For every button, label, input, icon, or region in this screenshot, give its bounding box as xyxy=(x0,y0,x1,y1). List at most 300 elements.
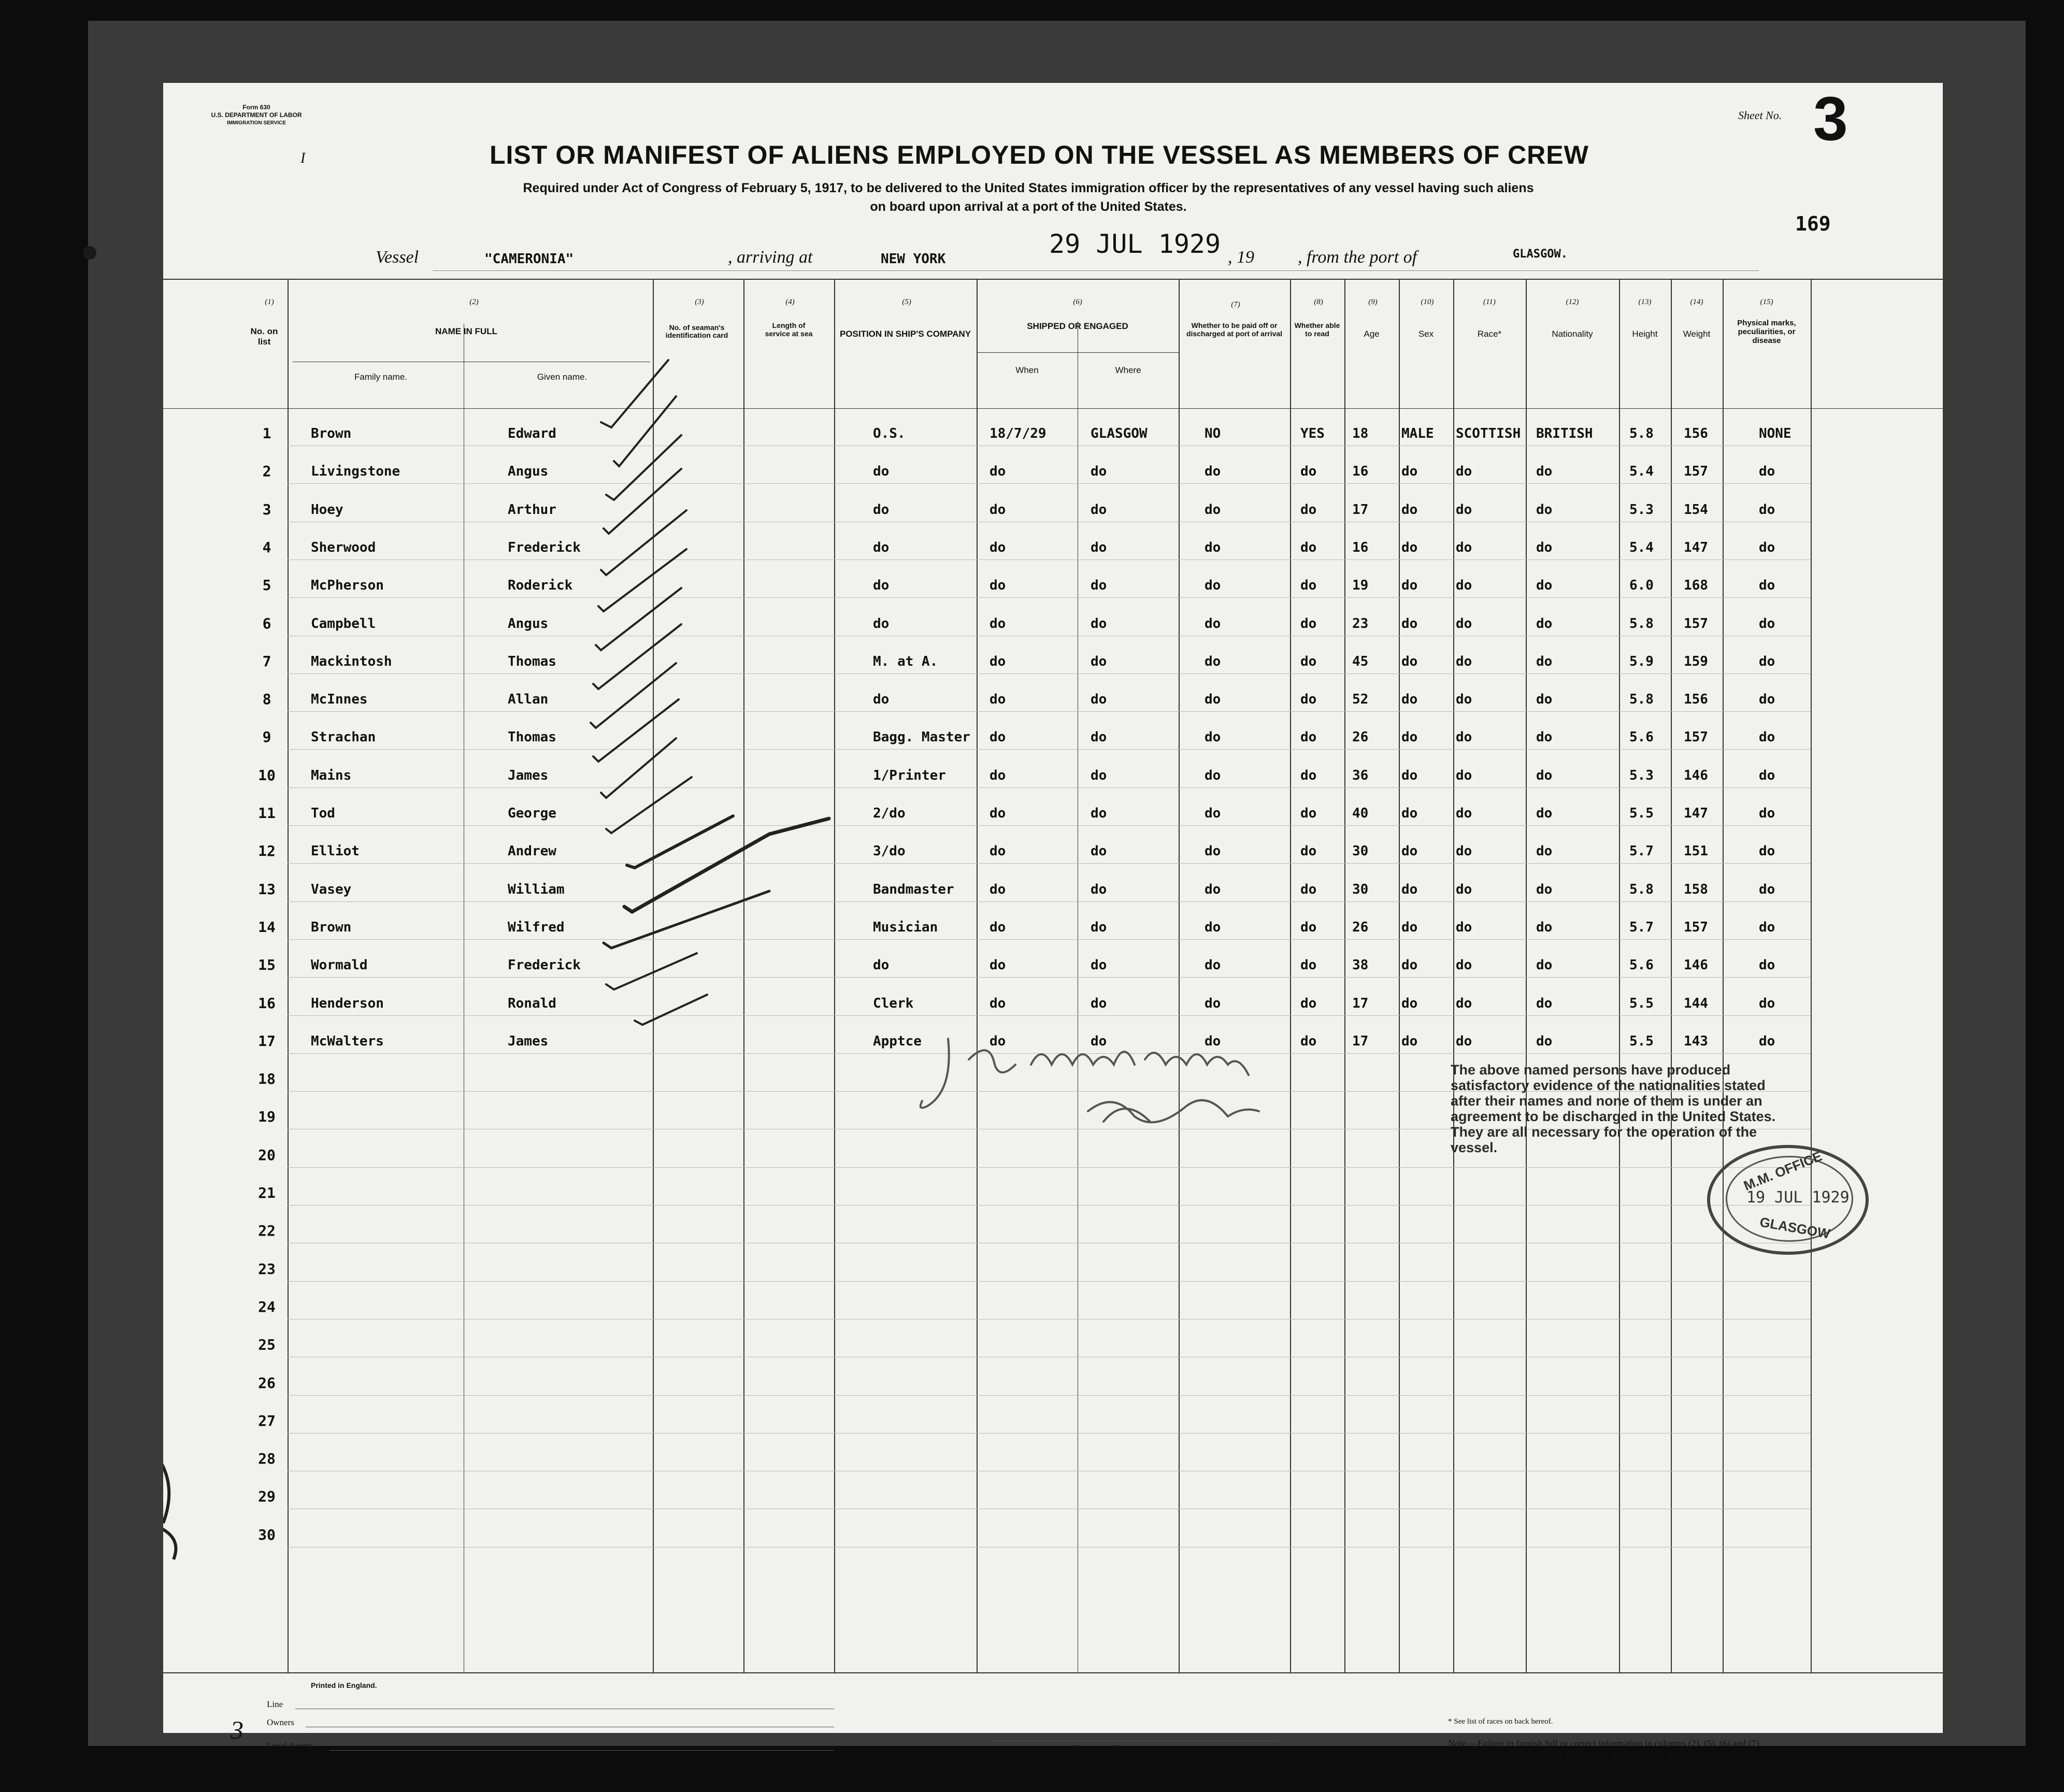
given-name-cell: Roderick xyxy=(508,578,573,593)
sex-cell: do xyxy=(1401,692,1418,707)
position-cell: 2/do xyxy=(873,806,906,821)
paid-off-cell: do xyxy=(1205,692,1221,707)
position-cell: do xyxy=(873,502,890,518)
family-name-cell: Hoey xyxy=(311,502,343,518)
subtitle-line-1: Required under Act of Congress of February 5, 1917, to be delivered to the United States immigration officer by the representatives of any vessel having such aliens xyxy=(523,181,1534,195)
given-name-cell: Wilfred xyxy=(508,920,565,935)
family-name-cell: Wormald xyxy=(311,957,368,973)
height-cell: 5.6 xyxy=(1629,729,1654,745)
race-cell: do xyxy=(1456,692,1472,707)
age-cell: 23 xyxy=(1352,616,1369,632)
position-cell: 3/do xyxy=(873,843,906,859)
paid-off-cell: do xyxy=(1205,843,1221,859)
col-number: (9) xyxy=(1368,298,1378,306)
penalty-note-line-1: Note.—Failure to furnish full or correct information in columns (2), (5), (6) and (7) xyxy=(1448,1738,1759,1748)
able-to-read-cell: do xyxy=(1300,843,1317,859)
sex-cell: do xyxy=(1401,616,1418,632)
col-number: (13) xyxy=(1638,298,1652,306)
shipped-when-cell: do xyxy=(990,996,1006,1011)
row-number: 27 xyxy=(258,1412,276,1429)
able-to-read-cell: do xyxy=(1300,729,1317,745)
nationality-cell: do xyxy=(1536,996,1553,1011)
row-number: 22 xyxy=(258,1222,276,1239)
weight-cell: 146 xyxy=(1684,957,1708,973)
able-to-read-cell: do xyxy=(1300,616,1317,632)
sex-cell: MALE xyxy=(1401,426,1434,441)
row-number: 14 xyxy=(258,919,276,936)
row-number: 19 xyxy=(258,1108,276,1125)
header-given-name: Given name. xyxy=(537,372,587,382)
race-cell: do xyxy=(1456,806,1472,821)
paid-off-cell: do xyxy=(1205,996,1221,1011)
given-name-cell: Thomas xyxy=(508,654,556,669)
paid-off-cell: do xyxy=(1205,920,1221,935)
paid-off-cell: do xyxy=(1205,654,1221,669)
header-race: Race* xyxy=(1477,329,1502,339)
shipped-when-cell: do xyxy=(990,882,1006,897)
shipped-where-cell: do xyxy=(1091,464,1107,479)
weight-cell: 168 xyxy=(1684,578,1708,593)
row-number: 15 xyxy=(258,956,276,973)
weight-cell: 156 xyxy=(1684,426,1708,441)
physical-marks-cell: do xyxy=(1759,692,1775,707)
able-to-read-cell: do xyxy=(1300,882,1317,897)
nationality-cell: do xyxy=(1536,578,1553,593)
physical-marks-cell: do xyxy=(1759,464,1775,479)
row-number: 28 xyxy=(258,1450,276,1467)
local-agents-label: Local Agents xyxy=(267,1741,314,1751)
able-to-read-cell: do xyxy=(1300,502,1317,518)
row-number: 1 xyxy=(262,425,271,442)
shipped-when-cell: do xyxy=(990,1034,1006,1049)
able-to-read-cell: do xyxy=(1300,768,1317,783)
weight-cell: 159 xyxy=(1684,654,1708,669)
sex-cell: do xyxy=(1401,1034,1418,1049)
service-name: IMMIGRATION SERVICE xyxy=(226,120,286,126)
weight-cell: 158 xyxy=(1684,882,1708,897)
handwritten-check-marks xyxy=(163,83,1943,1733)
weight-cell: 146 xyxy=(1684,768,1708,783)
height-cell: 5.8 xyxy=(1629,882,1654,897)
physical-marks-cell: do xyxy=(1759,920,1775,935)
position-cell: do xyxy=(873,578,890,593)
race-footnote: * See list of races on back hereof. xyxy=(1448,1717,1553,1726)
given-name-cell: James xyxy=(508,768,549,783)
paid-off-cell: do xyxy=(1205,768,1221,783)
row-number: 20 xyxy=(258,1146,276,1164)
family-name-cell: Henderson xyxy=(311,996,384,1011)
physical-marks-cell: do xyxy=(1759,768,1775,783)
able-to-read-cell: do xyxy=(1300,464,1317,479)
weight-cell: 151 xyxy=(1684,843,1708,859)
shipped-when-cell: do xyxy=(990,616,1006,632)
sex-cell: do xyxy=(1401,578,1418,593)
height-cell: 5.7 xyxy=(1629,843,1654,859)
position-cell: do xyxy=(873,957,890,973)
able-to-read-cell: do xyxy=(1300,692,1317,707)
shipped-where-cell: do xyxy=(1091,806,1107,821)
nationality-cell: do xyxy=(1536,957,1553,973)
race-cell: do xyxy=(1456,464,1472,479)
given-name-cell: Angus xyxy=(508,616,549,632)
able-to-read-cell: do xyxy=(1300,996,1317,1011)
physical-marks-cell: do xyxy=(1759,502,1775,518)
sex-cell: do xyxy=(1401,996,1418,1011)
vessel-label: Vessel xyxy=(376,248,419,267)
able-to-read-cell: do xyxy=(1300,578,1317,593)
race-cell: do xyxy=(1456,654,1472,669)
page-number: 169 xyxy=(1795,212,1831,235)
physical-marks-cell: do xyxy=(1759,806,1775,821)
shipped-when-cell: do xyxy=(990,654,1006,669)
weight-cell: 157 xyxy=(1684,616,1708,632)
given-name-cell: Angus xyxy=(508,464,549,479)
sex-cell: do xyxy=(1401,882,1418,897)
header-weight: Weight xyxy=(1683,329,1711,339)
sex-cell: do xyxy=(1401,654,1418,669)
col-number: (8) xyxy=(1314,298,1323,306)
given-name-cell: James xyxy=(508,1034,549,1049)
shipped-when-cell: do xyxy=(990,920,1006,935)
physical-marks-cell: do xyxy=(1759,540,1775,555)
header-no: No. on list xyxy=(250,326,278,347)
race-cell: SCOTTISH xyxy=(1456,426,1521,441)
weight-cell: 147 xyxy=(1684,806,1708,821)
family-name-cell: Brown xyxy=(311,426,352,441)
age-cell: 17 xyxy=(1352,502,1369,518)
sex-cell: do xyxy=(1401,957,1418,973)
position-cell: Clerk xyxy=(873,996,914,1011)
nationality-cell: do xyxy=(1536,692,1553,707)
nationality-cell: do xyxy=(1536,768,1553,783)
age-cell: 18 xyxy=(1352,426,1369,441)
physical-marks-cell: do xyxy=(1759,843,1775,859)
sex-cell: do xyxy=(1401,920,1418,935)
row-number: 21 xyxy=(258,1184,276,1201)
position-cell: 1/Printer xyxy=(873,768,946,783)
able-to-read-cell: do xyxy=(1300,1034,1317,1049)
able-to-read-cell: do xyxy=(1300,540,1317,555)
row-number: 24 xyxy=(258,1298,276,1315)
row-number: 5 xyxy=(262,577,271,594)
position-cell: Apptce xyxy=(873,1034,922,1049)
family-name-cell: Campbell xyxy=(311,616,376,632)
given-name-cell: Frederick xyxy=(508,540,581,555)
date-stamp: 29 JUL 1929 xyxy=(1049,229,1221,259)
col-number: (3) xyxy=(695,298,704,306)
race-cell: do xyxy=(1456,996,1472,1011)
paid-off-cell: do xyxy=(1205,729,1221,745)
physical-marks-cell: do xyxy=(1759,654,1775,669)
row-number: 23 xyxy=(258,1260,276,1278)
height-cell: 5.8 xyxy=(1629,692,1654,707)
height-cell: 5.8 xyxy=(1629,426,1654,441)
height-cell: 5.5 xyxy=(1629,1034,1654,1049)
race-cell: do xyxy=(1456,920,1472,935)
height-cell: 5.8 xyxy=(1629,616,1654,632)
header-able-to-read: Whether able to read xyxy=(1294,321,1340,338)
race-cell: do xyxy=(1456,1034,1472,1049)
col-number: (15) xyxy=(1760,298,1773,306)
shipped-when-cell: do xyxy=(990,768,1006,783)
nationality-cell: do xyxy=(1536,729,1553,745)
age-cell: 40 xyxy=(1352,806,1369,821)
family-name-cell: Brown xyxy=(311,920,352,935)
weight-cell: 157 xyxy=(1684,464,1708,479)
manifest-page xyxy=(163,83,1943,1761)
sex-cell: do xyxy=(1401,540,1418,555)
row-number: 13 xyxy=(258,881,276,898)
sex-cell: do xyxy=(1401,843,1418,859)
header-shipped-engaged: SHIPPED OR ENGAGED xyxy=(1027,321,1128,331)
race-cell: do xyxy=(1456,957,1472,973)
age-cell: 45 xyxy=(1352,654,1369,669)
race-cell: do xyxy=(1456,843,1472,859)
inspector-signature xyxy=(917,1028,1331,1148)
row-number: 8 xyxy=(262,691,271,708)
shipped-where-cell: GLASGOW xyxy=(1091,426,1148,441)
race-cell: do xyxy=(1456,768,1472,783)
given-name-cell: William xyxy=(508,882,565,897)
shipped-when-cell: do xyxy=(990,540,1006,555)
shipped-where-cell: do xyxy=(1091,768,1107,783)
col-number: (2) xyxy=(469,298,479,306)
paid-off-cell: do xyxy=(1205,806,1221,821)
nationality-cell: do xyxy=(1536,502,1553,518)
paid-off-cell: do xyxy=(1205,540,1221,555)
weight-cell: 157 xyxy=(1684,920,1708,935)
age-cell: 26 xyxy=(1352,920,1369,935)
paid-off-cell: do xyxy=(1205,502,1221,518)
penalty-note-line-2: is punishable by a fine of Ten Dollars for each alien. See other side. xyxy=(1469,1751,1721,1761)
height-cell: 5.4 xyxy=(1629,464,1654,479)
age-cell: 17 xyxy=(1352,996,1369,1011)
shipped-when-cell: do xyxy=(990,806,1006,821)
vessel-name: "CAMERONIA" xyxy=(484,251,574,267)
race-cell: do xyxy=(1456,729,1472,745)
paid-off-cell: do xyxy=(1205,616,1221,632)
row-number: 11 xyxy=(258,805,276,822)
stamp-top-text: M.M. OFFICE xyxy=(1741,1148,1825,1194)
col-number: (11) xyxy=(1483,298,1496,306)
nationality-cell: do xyxy=(1536,464,1553,479)
agents-underline xyxy=(329,1750,834,1751)
row-number: 2 xyxy=(262,463,271,480)
shipped-where-cell: do xyxy=(1091,654,1107,669)
shipped-where-cell: do xyxy=(1091,578,1107,593)
row-number: 26 xyxy=(258,1374,276,1392)
from-port: GLASGOW. xyxy=(1513,248,1568,261)
row-number: 4 xyxy=(262,539,271,556)
header-physical-marks: Physical marks, peculiarities, or disease xyxy=(1737,319,1796,345)
weight-cell: 147 xyxy=(1684,540,1708,555)
paid-off-cell: do xyxy=(1205,578,1221,593)
position-cell: O.S. xyxy=(873,426,906,441)
agents-code: 14—1340 xyxy=(272,1752,297,1759)
mm-office-stamp xyxy=(1707,1145,1869,1255)
shipped-where-cell: do xyxy=(1091,843,1107,859)
header-position: POSITION IN SHIP'S COMPANY xyxy=(839,329,971,339)
position-cell: do xyxy=(873,616,890,632)
header-height: Height xyxy=(1632,329,1658,339)
race-cell: do xyxy=(1456,502,1472,518)
nationality-cell: BRITISH xyxy=(1536,426,1593,441)
header-age: Age xyxy=(1364,329,1380,339)
physical-marks-cell: do xyxy=(1759,996,1775,1011)
race-cell: do xyxy=(1456,882,1472,897)
col-number: (10) xyxy=(1421,298,1434,306)
sex-cell: do xyxy=(1401,502,1418,518)
paid-off-cell: NO xyxy=(1205,426,1221,441)
row-number: 12 xyxy=(258,842,276,859)
family-name-cell: Elliot xyxy=(311,843,360,859)
height-cell: 6.0 xyxy=(1629,578,1654,593)
race-cell: do xyxy=(1456,540,1472,555)
sex-cell: do xyxy=(1401,464,1418,479)
weight-cell: 157 xyxy=(1684,729,1708,745)
row-number: 9 xyxy=(262,728,271,746)
shipped-when-cell: do xyxy=(990,692,1006,707)
position-cell: Bandmaster xyxy=(873,882,954,897)
col-number: (14) xyxy=(1690,298,1703,306)
height-cell: 5.3 xyxy=(1629,502,1654,518)
given-name-cell: Thomas xyxy=(508,729,556,745)
family-name-cell: Livingstone xyxy=(311,464,400,479)
department-name: U.S. DEPARTMENT OF LABOR xyxy=(211,111,302,119)
row-number: 29 xyxy=(258,1488,276,1505)
family-name-cell: Strachan xyxy=(311,729,376,745)
physical-marks-cell: do xyxy=(1759,578,1775,593)
shipped-when-cell: do xyxy=(990,729,1006,745)
corner-mark: I xyxy=(300,150,306,166)
weight-cell: 154 xyxy=(1684,502,1708,518)
position-cell: M. at A. xyxy=(873,654,938,669)
shipped-where-cell: do xyxy=(1091,882,1107,897)
family-name-cell: Mackintosh xyxy=(311,654,392,669)
row-number: 17 xyxy=(258,1033,276,1050)
year-label: , 19 xyxy=(1228,248,1254,267)
able-to-read-cell: do xyxy=(1300,957,1317,973)
inspector-label: Immigrant Inspector. xyxy=(1072,1743,1146,1753)
header-length-service: Length of service at sea xyxy=(765,321,813,338)
physical-marks-cell: do xyxy=(1759,957,1775,973)
sex-cell: do xyxy=(1401,768,1418,783)
nationality-cell: do xyxy=(1536,843,1553,859)
paid-off-cell: do xyxy=(1205,464,1221,479)
header-name-in-full: NAME IN FULL xyxy=(435,326,497,336)
nationality-statement-stamp: The above named persons have produced satisfactory evidence of the nationalities stated after their names and none of them is under an agreement to be discharged in the United States. They are all necessary for the operation of the vessel. xyxy=(1451,1062,1776,1155)
row-number: 16 xyxy=(258,995,276,1012)
position-cell: do xyxy=(873,540,890,555)
age-cell: 16 xyxy=(1352,540,1369,555)
paid-off-cell: do xyxy=(1205,882,1221,897)
height-cell: 5.4 xyxy=(1629,540,1654,555)
height-cell: 5.5 xyxy=(1629,806,1654,821)
row-number: 18 xyxy=(258,1070,276,1087)
family-name-cell: Mains xyxy=(311,768,352,783)
subtitle-line-2: on board upon arrival at a port of the United States. xyxy=(870,199,1187,214)
row-number: 6 xyxy=(262,615,271,632)
col-number: (5) xyxy=(902,298,911,306)
row-number: 7 xyxy=(262,653,271,670)
age-cell: 36 xyxy=(1352,768,1369,783)
row-number: 10 xyxy=(258,767,276,784)
position-cell: Musician xyxy=(873,920,938,935)
able-to-read-cell: YES xyxy=(1300,426,1325,441)
manifest-title: LIST OR MANIFEST OF ALIENS EMPLOYED ON THE VESSEL AS MEMBERS OF CREW xyxy=(490,140,1589,169)
col-number: (7) xyxy=(1231,300,1240,309)
age-cell: 38 xyxy=(1352,957,1369,973)
family-name-cell: McPherson xyxy=(311,578,384,593)
nationality-cell: do xyxy=(1536,616,1553,632)
nationality-cell: do xyxy=(1536,806,1553,821)
age-cell: 52 xyxy=(1352,692,1369,707)
sex-cell: do xyxy=(1401,729,1418,745)
shipped-where-cell: do xyxy=(1091,729,1107,745)
sheet-number: 3 xyxy=(1813,84,1848,153)
physical-marks-cell: NONE xyxy=(1759,426,1791,441)
header-id-card: No. of seaman's identification card xyxy=(665,323,728,339)
height-cell: 5.6 xyxy=(1629,957,1654,973)
header-family-name: Family name. xyxy=(354,372,408,382)
position-cell: Bagg. Master xyxy=(873,729,970,745)
given-name-cell: Allan xyxy=(508,692,549,707)
family-name-cell: Vasey xyxy=(311,882,352,897)
able-to-read-cell: do xyxy=(1300,806,1317,821)
sheet-label: Sheet No. xyxy=(1738,109,1782,122)
shipped-where-cell: do xyxy=(1091,1034,1107,1049)
shipped-when-cell: 18/7/29 xyxy=(990,426,1047,441)
shipped-where-cell: do xyxy=(1091,996,1107,1011)
shipped-when-cell: do xyxy=(990,578,1006,593)
age-cell: 16 xyxy=(1352,464,1369,479)
physical-marks-cell: do xyxy=(1759,616,1775,632)
col-number: (12) xyxy=(1566,298,1579,306)
row-number: 25 xyxy=(258,1336,276,1353)
shipped-when-cell: do xyxy=(990,957,1006,973)
col-number: (4) xyxy=(785,298,795,306)
col-number: (1) xyxy=(265,298,274,306)
given-name-cell: Frederick xyxy=(508,957,581,973)
physical-marks-cell: do xyxy=(1759,1034,1775,1049)
weight-cell: 144 xyxy=(1684,996,1708,1011)
position-cell: do xyxy=(873,464,890,479)
age-cell: 30 xyxy=(1352,882,1369,897)
height-cell: 5.7 xyxy=(1629,920,1654,935)
shipped-where-cell: do xyxy=(1091,920,1107,935)
able-to-read-cell: do xyxy=(1300,654,1317,669)
nationality-cell: do xyxy=(1536,1034,1553,1049)
position-cell: do xyxy=(873,692,890,707)
margin-handwritten-mark: 3 xyxy=(231,1715,243,1744)
sex-cell: do xyxy=(1401,806,1418,821)
header-where: Where xyxy=(1115,365,1141,375)
shipped-where-cell: do xyxy=(1091,692,1107,707)
age-cell: 17 xyxy=(1352,1034,1369,1049)
able-to-read-cell: do xyxy=(1300,920,1317,935)
given-name-cell: Andrew xyxy=(508,843,556,859)
weight-cell: 143 xyxy=(1684,1034,1708,1049)
family-name-cell: Sherwood xyxy=(311,540,376,555)
stamp-bottom-text: GLASGOW xyxy=(1758,1214,1831,1242)
height-cell: 5.9 xyxy=(1629,654,1654,669)
line-label: Line xyxy=(267,1699,283,1709)
family-name-cell: Tod xyxy=(311,806,335,821)
arriving-label: , arriving at xyxy=(728,248,813,267)
paid-off-cell: do xyxy=(1205,1034,1221,1049)
row-number: 30 xyxy=(258,1526,276,1543)
nationality-cell: do xyxy=(1536,540,1553,555)
